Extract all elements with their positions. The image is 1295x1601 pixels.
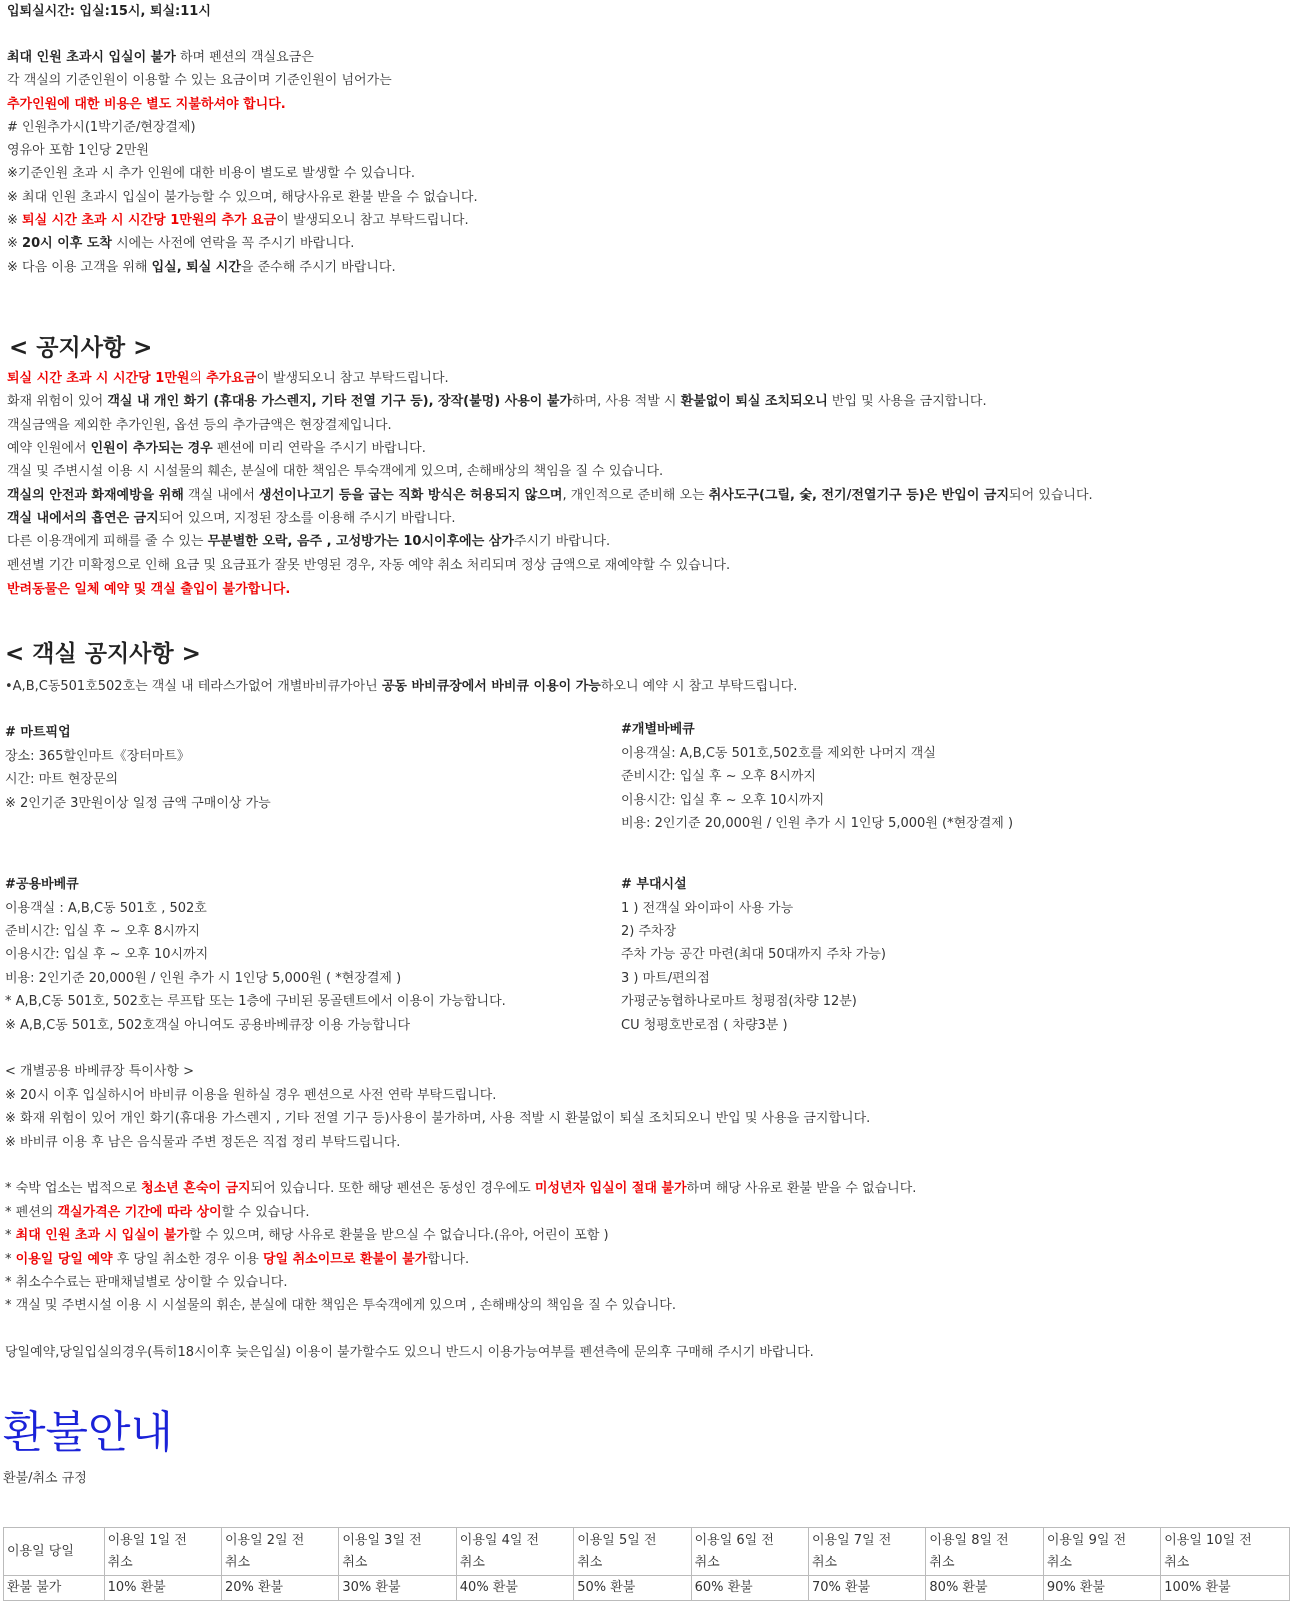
- refund-value-cell: 80% 환불: [926, 1576, 1043, 1601]
- facilities-line-6: CU 청평호반로점 ( 차량3분 ): [621, 1018, 788, 1033]
- notice-line-7: 객실 내에서의 흡연은 금지되어 있으며, 지정된 장소를 이용해 주시기 바랍니다.: [7, 511, 456, 526]
- refund-value-cell: 10% 환불: [104, 1576, 221, 1601]
- policy-line-1: * 숙박 업소는 법적으로 청소년 혼숙이 금지되어 있습니다. 또한 해당 펜션은 동성인 경우에도 미성년자 입실이 절대 불가하며 해당 사유로 환불 받을 수 없습니다.: [5, 1181, 917, 1196]
- notice-line-2: 화재 위험이 있어 객실 내 개인 화기 (휴대용 가스렌지, 기타 전열 기구 등), 장작(불멍) 사용이 불가하며, 사용 적발 시 환불없이 퇴실 조치되오니 반입 및 사용을 금지합니다.: [7, 394, 987, 409]
- refund-title: 환불안내: [3, 1407, 174, 1458]
- refund-header-cell: 이용일 10일 전 취소: [1161, 1528, 1290, 1576]
- intro-line-5: 영유아 포함 1인당 2만원: [7, 143, 149, 158]
- notice-line-5: 객실 및 주변시설 이용 시 시설물의 훼손, 분실에 대한 책임은 투숙객에게 있으며, 손해배상의 책임을 질 수 있습니다.: [7, 464, 664, 479]
- refund-header-cell: 이용일 3일 전 취소: [339, 1528, 456, 1576]
- bbq-private-line-1: 이용객실: A,B,C동 501호,502호를 제외한 나머지 객실: [621, 746, 936, 761]
- refund-header-cell: 이용일 6일 전 취소: [691, 1528, 808, 1576]
- sameday-notice: 당일예약,당일입실의경우(특히18시이후 늦은입실) 이용이 불가할수도 있으니 반드시 이용가능여부를 펜션측에 문의후 구매해 주시기 바랍니다.: [5, 1345, 814, 1360]
- notice-line-4: 예약 인원에서 인원이 추가되는 경우 펜션에 미리 연락을 주시기 바랍니다.: [7, 441, 426, 456]
- mart-line-1: 장소: 365할인마트《장터마트》: [5, 749, 190, 764]
- refund-value-cell: 60% 환불: [691, 1576, 808, 1601]
- bbq-shared-line-6: ※ A,B,C동 501호, 502호객실 아니여도 공용바베큐장 이용 가능합니다: [5, 1018, 411, 1033]
- bbq-shared-title: #공용바베큐: [5, 877, 79, 892]
- intro-line-8: ※ 퇴실 시간 초과 시 시간당 1만원의 추가 요금이 발생되오니 참고 부탁드립니다.: [7, 213, 469, 228]
- intro-line-4: # 인원추가시(1박기준/현장결제): [7, 120, 196, 135]
- refund-table: [3, 1527, 1290, 1601]
- notice-line-3: 객실금액을 제외한 추가인원, 옵션 등의 추가금액은 현장결제입니다.: [7, 418, 392, 433]
- checkin-time: 입퇴실시간: 입실:15시, 퇴실:11시: [7, 4, 211, 19]
- refund-value-cell: 50% 환불: [574, 1576, 691, 1601]
- intro-line-2: 각 객실의 기준인원이 이용할 수 있는 요금이며 기준인원이 넘어가는: [7, 73, 392, 88]
- refund-value-cell: 90% 환불: [1043, 1576, 1160, 1601]
- refund-header-cell: 이용일 4일 전 취소: [456, 1528, 573, 1576]
- bbq-private-line-3: 이용시간: 입실 후 ~ 오후 10시까지: [621, 793, 825, 808]
- facilities-title: # 부대시설: [621, 877, 687, 892]
- bbq-private-line-4: 비용: 2인기준 20,000원 / 인원 추가 시 1인당 5,000원 (*현장결제 ): [621, 816, 1014, 831]
- room-notice-title: < 객실 공지사항 >: [5, 641, 201, 667]
- intro-line-10: ※ 다음 이용 고객을 위해 입실, 퇴실 시간을 준수해 주시기 바랍니다.: [7, 260, 396, 275]
- policy-line-2: * 펜션의 객실가격은 기간에 따라 상이할 수 있습니다.: [5, 1205, 310, 1220]
- policy-line-5: * 취소수수료는 판매채널별로 상이할 수 있습니다.: [5, 1275, 288, 1290]
- refund-value-cell: 환불 불가: [4, 1576, 105, 1601]
- facilities-line-2: 2) 주차장: [621, 924, 677, 939]
- bbq-special-title: < 개별공용 바베큐장 특이사항 >: [5, 1064, 195, 1079]
- mart-line-3: ※ 2인기준 3만원이상 일정 금액 구매이상 가능: [5, 796, 271, 811]
- refund-value-cell: 100% 환불: [1161, 1576, 1290, 1601]
- bbq-special-line-2: ※ 화재 위험이 있어 개인 화기(휴대용 가스렌지 , 기타 전열 기구 등)사용이 불가하며, 사용 적발 시 환불없이 퇴실 조치되오니 반입 및 사용을 금지합니다.: [5, 1111, 871, 1126]
- refund-value-cell: 20% 환불: [221, 1576, 338, 1601]
- refund-header-cell: 이용일 2일 전 취소: [221, 1528, 338, 1576]
- policy-line-6: * 객실 및 주변시설 이용 시 시설물의 휘손, 분실에 대한 책임은 투숙객에게 있으며 , 손해배상의 책임을 질 수 있습니다.: [5, 1298, 676, 1313]
- refund-header-cell: 이용일 7일 전 취소: [809, 1528, 926, 1576]
- intro-line-7: ※ 최대 인원 초과시 입실이 불가능할 수 있으며, 해당사유로 환불 받을 수 없습니다.: [7, 190, 478, 205]
- notice-line-10: 반려동물은 일체 예약 및 객실 출입이 불가합니다.: [7, 582, 291, 597]
- bbq-shared-line-2: 준비시간: 입실 후 ~ 오후 8시까지: [5, 924, 200, 939]
- bbq-shared-line-5: * A,B,C동 501호, 502호는 루프탑 또는 1층에 구비된 몽골텐트에서 이용이 가능합니다.: [5, 994, 506, 1009]
- facilities-line-1: 1 ) 전객실 와이파이 사용 가능: [621, 901, 794, 916]
- intro-line-9: ※ 20시 이후 도착 시에는 사전에 연락을 꼭 주시기 바랍니다.: [7, 236, 355, 251]
- policy-line-4: * 이용일 당일 예약 후 당일 취소한 경우 이용 당일 취소이므로 환불이 불가합니다.: [5, 1252, 470, 1267]
- refund-header-row: [4, 1528, 1290, 1576]
- refund-subtitle: 환불/취소 규정: [3, 1471, 87, 1486]
- bbq-private-title: #개별바베큐: [621, 722, 695, 737]
- facilities-line-5: 가평군농협하나로마트 청평점(차량 12분): [621, 994, 857, 1009]
- refund-value-cell: 70% 환불: [809, 1576, 926, 1601]
- bbq-private-line-2: 준비시간: 입실 후 ~ 오후 8시까지: [621, 769, 816, 784]
- refund-value-cell: 40% 환불: [456, 1576, 573, 1601]
- notice-line-1: 퇴실 시간 초과 시 시간당 1만원의 추가요금이 발생되오니 참고 부탁드립니다.: [7, 371, 449, 386]
- bbq-shared-line-3: 이용시간: 입실 후 ~ 오후 10시까지: [5, 947, 209, 962]
- notice-line-6: 객실의 안전과 화재예방을 위해 객실 내에서 생선이나고기 등을 굽는 직화 방식은 허용되지 않으며, 개인적으로 준비해 오는 취사도구(그릴, 숯, 전기/전열기구 등)은 반입이 금지되어 있습니다.: [7, 488, 1093, 503]
- intro-line-6: ※기준인원 초과 시 추가 인원에 대한 비용이 별도로 발생할 수 있습니다.: [7, 166, 415, 181]
- facilities-line-3: 주차 가능 공간 마련(최대 50대까지 주차 가능): [621, 947, 886, 962]
- refund-header-cell: 이용일 5일 전 취소: [574, 1528, 691, 1576]
- bbq-special-line-3: ※ 바비큐 이용 후 남은 음식물과 주변 정돈은 직접 정리 부탁드립니다.: [5, 1135, 401, 1150]
- room-notice-line: •A,B,C동501호502호는 객실 내 테라스가없어 개별바비큐가아닌 공동 바비큐장에서 바비큐 이용이 가능하오니 예약 시 참고 부탁드립니다.: [5, 679, 798, 694]
- refund-header-cell: 이용일 당일: [4, 1528, 105, 1576]
- bbq-special-line-1: ※ 20시 이후 입실하시어 바비큐 이용을 원하실 경우 펜션으로 사전 연락 부탁드립니다.: [5, 1088, 497, 1103]
- notice-line-9: 펜션별 기간 미확정으로 인해 요금 및 요금표가 잘못 반영된 경우, 자동 예약 취소 처리되며 정상 금액으로 재예약할 수 있습니다.: [7, 558, 731, 573]
- refund-header-cell: 이용일 1일 전 취소: [104, 1528, 221, 1576]
- mart-line-2: 시간: 마트 현장문의: [5, 772, 119, 787]
- refund-header-cell: 이용일 8일 전 취소: [926, 1528, 1043, 1576]
- refund-value-cell: 30% 환불: [339, 1576, 456, 1601]
- facilities-line-4: 3 ) 마트/편의점: [621, 971, 710, 986]
- bbq-shared-line-1: 이용객실 : A,B,C동 501호 , 502호: [5, 901, 207, 916]
- bbq-shared-line-4: 비용: 2인기준 20,000원 / 인원 추가 시 1인당 5,000원 ( *현장결제 ): [5, 971, 402, 986]
- notice-title: < 공지사항 >: [9, 335, 153, 361]
- refund-value-row: [4, 1576, 1290, 1601]
- intro-line-1: 최대 인원 초과시 입실이 불가 하며 펜션의 객실요금은: [7, 50, 314, 65]
- intro-line-3: 추가인원에 대한 비용은 별도 지불하셔야 합니다.: [7, 97, 286, 112]
- refund-header-cell: 이용일 9일 전 취소: [1043, 1528, 1160, 1576]
- notice-line-8: 다른 이용객에게 피해를 줄 수 있는 무분별한 오락, 음주 , 고성방가는 10시이후에는 삼가주시기 바랍니다.: [7, 534, 611, 549]
- mart-title: # 마트픽업: [5, 725, 71, 740]
- policy-line-3: * 최대 인원 초과 시 입실이 불가할 수 있으며, 해당 사유로 환불을 받으실 수 없습니다.(유아, 어린이 포함 ): [5, 1228, 609, 1243]
